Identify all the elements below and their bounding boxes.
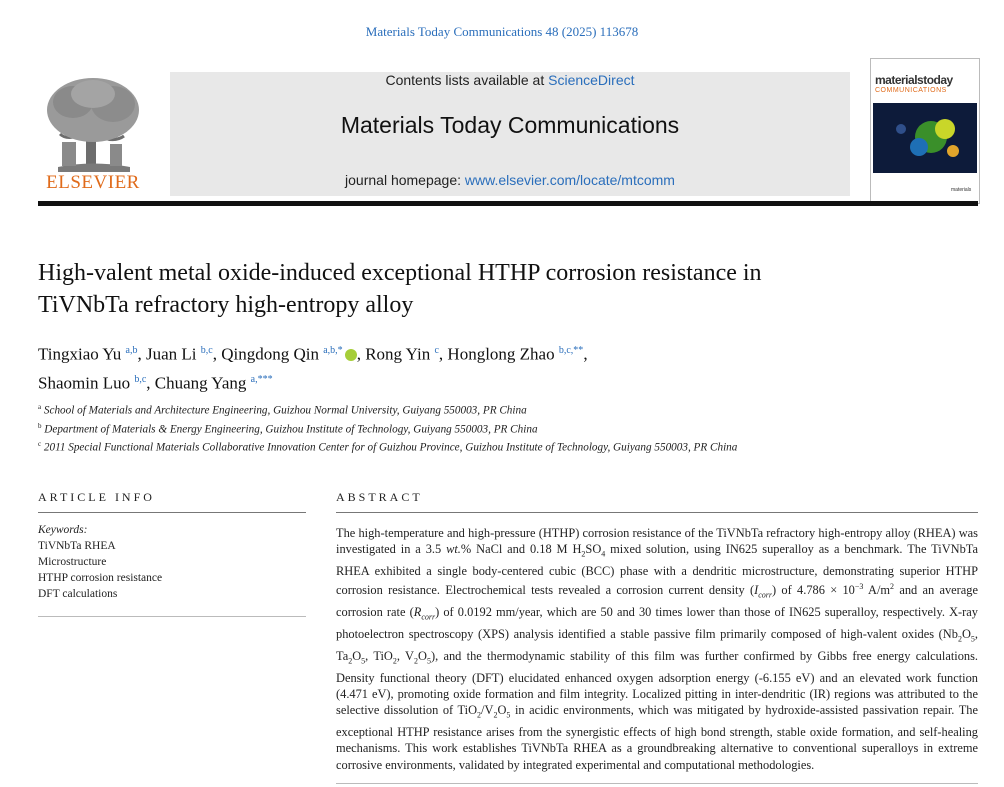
journal-cover[interactable] bbox=[870, 58, 980, 204]
keyword-item: Microstructure bbox=[38, 556, 107, 568]
author-affil[interactable]: c bbox=[434, 345, 439, 356]
abstract-heading: ABSTRACT bbox=[336, 490, 423, 504]
affiliation-mark: c bbox=[38, 440, 42, 449]
journal-name: Materials Today Communications bbox=[340, 112, 680, 138]
contents-line bbox=[170, 72, 850, 88]
affiliation-text: School of Materials and Architecture Engineering, Guizhou Normal University, Guiyang 550003, PR China bbox=[43, 404, 527, 417]
author-affil[interactable]: b,c,** bbox=[558, 345, 584, 356]
publisher-name: ELSEVIER bbox=[46, 172, 140, 193]
article-info-rule bbox=[38, 512, 306, 513]
author-name[interactable]: Chuang Yang bbox=[154, 373, 247, 393]
orcid-icon[interactable] bbox=[345, 349, 357, 361]
header-divider bbox=[38, 201, 978, 206]
affiliation-item bbox=[38, 400, 958, 419]
author-name[interactable]: Shaomin Luo bbox=[38, 373, 131, 393]
keyword-item: TiVNbTa RHEA bbox=[38, 540, 116, 552]
contents-prefix: Contents lists available at bbox=[385, 72, 549, 88]
keyword-item: DFT calculations bbox=[38, 588, 118, 600]
affiliation-mark: a bbox=[38, 403, 42, 411]
abstract-text: The high-temperature and high-pressure (HTHP) corrosion resistance of the TiVNbTa refractory high-entropy alloy (RHEA) was investigated in a 3.5 wt.% NaCl and 0.18 M $H_2SO_4$ mixed solution, using IN625 superalloy as a benchmark. The TiVNbTa RHEA exhibited a single body-centered cubic (BCC) phase with a dendritic microstructure, demonstrating superior HTHP corrosion resistance. Electrochemical tests revealed a corrosion current density $(I_{corr})$ of $4.786 \times 10^{-3}$ $A/m^2$ and an average corrosion rate $(R_{corr})$ of 0.0192 mm/year, which are 50 and 30 times lower than those of IN625 superalloy, respectively. X-ray photoelectron spectroscopy (XPS) analysis identified a stable passive film primarily composed of high-valent oxides ($Nb_2O_5$, $Ta_2O_5$, TiO$_2$, $V_2O_5$), and the thermodynamic stability of this film was further confirmed by Gibbs free energy calculations. Density functional theory (DFT) elucidated enhanced oxygen adsorption energy (-6.155 eV) and an elevated work function (4.471 eV), promoting oxide formation and film integrity. Localized pitting in inter-dendritic (IR) regions was attributed to the selective dissolution of $TiO_2/V_2O_5$ in acidic environments, which was mitigated by hydroxide-assisted passivation repair. The exceptional HTHP resistance arises from the synergistic effects of high bond strength, stable oxide formation, and self-healing mechanisms. This work establishes TiVNbTa RHEA as a groundbreaking alternative to conventional superalloys in extreme corrosive environments, validated by integrated experimental and computational methodologies. bbox=[336, 526, 979, 772]
homepage-line bbox=[170, 172, 850, 188]
abstract-rule bbox=[336, 512, 978, 513]
author-affil[interactable]: b,c bbox=[134, 373, 147, 385]
author-line-1: Tingxiao Yu $^{a,b}$, Juan Li $^{b,c}$, Qingdong Qin $^{a,b,*}$ , Rong Yin $^c$, Honglong Zhao $^{b,c,**}$, bbox=[38, 344, 588, 364]
article-info-end-rule bbox=[38, 616, 306, 617]
author-name[interactable]: Honglong Zhao bbox=[447, 344, 555, 364]
affiliation-text: 2011 Special Functional Materials Collaborative Innovation Center for of Guizhou Province, Guizhou Institute of Technology, Guiyang 550003, PR China bbox=[43, 442, 738, 455]
journal-citation[interactable]: Materials Today Communications 48 (2025) 113678 bbox=[365, 24, 639, 39]
elsevier-logo bbox=[38, 72, 148, 194]
keywords-label: Keywords: bbox=[38, 524, 88, 536]
title-line-1: High-valent metal oxide-induced exceptional HTHP corrosion resistance in bbox=[38, 260, 762, 286]
author-affil[interactable]: a,b,* bbox=[323, 345, 343, 356]
homepage-prefix: journal homepage: bbox=[345, 172, 465, 188]
title-line-2: TiVNbTa refractory high-entropy alloy bbox=[38, 292, 414, 318]
affiliations bbox=[38, 400, 958, 456]
sciencedirect-link[interactable]: ScienceDirect bbox=[548, 72, 635, 88]
affiliation-mark: b bbox=[38, 421, 42, 430]
keywords-block bbox=[38, 522, 306, 602]
author-name[interactable]: Qingdong Qin bbox=[221, 344, 319, 364]
homepage-link[interactable]: www.elsevier.com/locate/mtcomm bbox=[464, 172, 675, 188]
cover-title: materialstoday bbox=[875, 73, 953, 87]
abstract-end-rule bbox=[336, 783, 978, 784]
affiliation-item bbox=[38, 419, 958, 438]
author-affil[interactable]: a,*** bbox=[250, 373, 273, 385]
article-info-heading: ARTICLE INFO bbox=[38, 490, 155, 504]
affiliation-text: Department of Materials & Energy Engineering, Guizhou Institute of Technology, Guiyang 550003, PR China bbox=[44, 423, 538, 436]
cover-subtitle: COMMUNICATIONS bbox=[875, 87, 947, 94]
author-affil[interactable]: b,c bbox=[200, 345, 213, 356]
author-name[interactable]: Juan Li bbox=[146, 344, 197, 364]
keyword-item: HTHP corrosion resistance bbox=[38, 572, 163, 584]
svg-text:materials: materials bbox=[951, 187, 972, 193]
article-title bbox=[38, 257, 938, 321]
author-affil[interactable]: a,b bbox=[125, 345, 138, 356]
affiliation-item bbox=[38, 437, 958, 456]
author-line-2: Shaomin Luo $^{b,c}$, Chuang Yang $^{a,***}$ bbox=[38, 373, 273, 393]
author-list bbox=[38, 338, 938, 395]
author-name[interactable]: Rong Yin bbox=[365, 344, 431, 364]
author-name[interactable]: Tingxiao Yu bbox=[38, 344, 122, 364]
